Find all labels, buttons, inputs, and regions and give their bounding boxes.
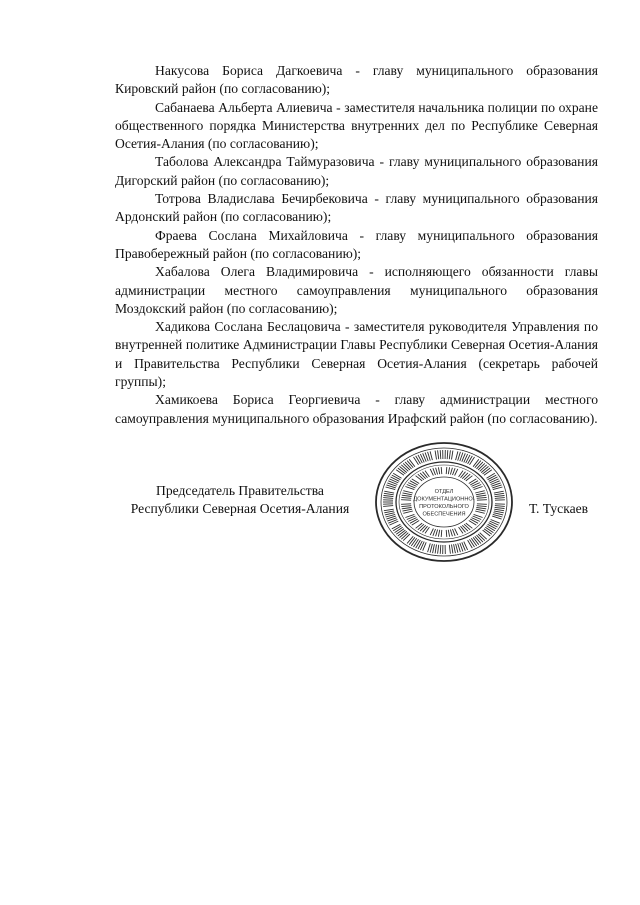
member-paragraph: Фраева Сослана Михайловича - главу муниципального образования Правобережный район (по согласованию); — [115, 227, 598, 261]
seal-text-line: ДОКУМЕНТАЦИОННО- — [413, 496, 475, 503]
seal-text-line: ОТДЕЛ — [434, 489, 454, 495]
member-paragraph: Хамикоева Бориса Георгиевича - главу администрации местного самоуправления муниципального образования Ирафский район (по согласованию). — [115, 392, 598, 426]
signatory-position — [115, 482, 365, 519]
member-paragraph: Накусова Бориса Дагкоевича - главу муниципального образования Кировский район (по согласованию); — [115, 63, 598, 97]
signature-block — [0, 482, 640, 552]
signatory-position-line: Председатель Правительства — [156, 483, 324, 498]
signatory-position-line: Республики Северная Осетия-Алания — [130, 501, 350, 517]
member-paragraph: Сабанаева Альберта Алиевича - заместителя начальника полиции по охране общественного порядка Министерства внутренних дел по Республике Северная Осетия-Алания (по согласованию); — [115, 99, 598, 152]
signatory-name: Т. Тускаев — [529, 501, 589, 516]
seal-text-line: ПРОТОКОЛЬНОГО — [419, 504, 469, 510]
member-paragraph: Хадикова Сослана Беслацовича - заместителя руководителя Управления по внутренней политике Администрации Главы Республики Северная Осетия-Алания и Правительства Республики Северная Осетия-Алания (секретарь рабочей группы); — [115, 319, 598, 390]
member-paragraph: Таболова Александра Таймуразовича - главу муниципального образования Дигорский район (по согласованию); — [115, 154, 598, 188]
members-list — [115, 62, 598, 428]
seal-text-line: ОБЕСПЕЧЕНИЯ — [422, 511, 466, 518]
member-paragraph: Хабалова Олега Владимировича - исполняющего обязанности главы администрации местного самоуправления муниципального образования Моздокский район (по согласованию); — [115, 264, 598, 316]
official-seal — [372, 440, 517, 565]
member-paragraph: Тотрова Владислава Бечирбековича - главу муниципального образования Ардонский район (по согласованию); — [115, 191, 598, 225]
